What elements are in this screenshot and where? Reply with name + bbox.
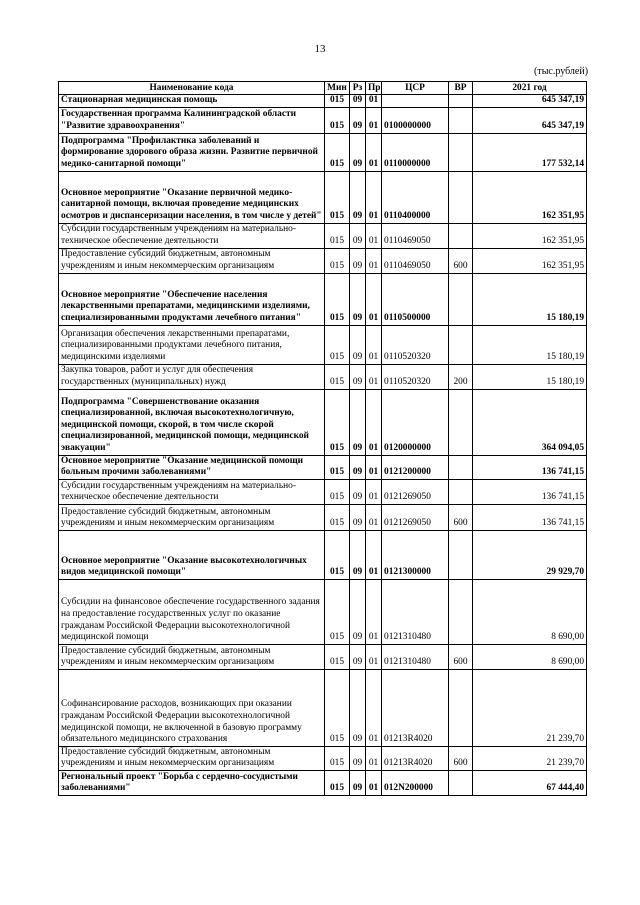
cell-name: Предоставление субсидий бюджетным, автономным учреждениям и иным некоммерческим организациям: [59, 644, 325, 669]
cell-min: 015: [325, 107, 350, 133]
cell-vr: 600: [449, 644, 473, 669]
cell-min: 015: [325, 248, 350, 273]
table-row: [59, 579, 587, 644]
header-vr: ВР: [449, 82, 473, 95]
cell-min: 015: [325, 746, 350, 770]
cell-pr: 01: [366, 579, 382, 644]
header-rz: Рз: [350, 82, 366, 95]
cell-name: Предоставление субсидий бюджетным, автономным учреждениям и иным некоммерческим организациям: [59, 504, 325, 530]
table-row: [59, 364, 587, 389]
cell-vr: [449, 107, 473, 133]
cell-name: Подпрограмма "Совершенствование оказания специализированной, включая высокотехнологичную, медицинской помощи, скорой, в том числе скорой специализированной, медицинской помощи, медицинской эвакуации": [59, 389, 325, 455]
cell-pr: 01: [366, 325, 382, 364]
cell-vr: 600: [449, 504, 473, 530]
table-row: [59, 107, 587, 133]
cell-amount: 136 741,15: [473, 504, 587, 530]
cell-vr: [449, 325, 473, 364]
cell-rz: 09: [350, 273, 366, 325]
cell-name: Региональный проект "Борьба с сердечно-сосудистыми заболеваниями": [59, 770, 325, 795]
cell-amount: 136 741,15: [473, 455, 587, 479]
table-row: [59, 248, 587, 273]
cell-csr: 0121269050: [382, 479, 449, 504]
cell-vr: [449, 479, 473, 504]
table-row: [59, 95, 587, 108]
cell-rz: 09: [350, 770, 366, 795]
table-row: [59, 389, 587, 455]
cell-csr: 01213R4020: [382, 669, 449, 746]
cell-csr: 0120000000: [382, 389, 449, 455]
cell-amount: 15 180,19: [473, 325, 587, 364]
cell-amount: 8 690,00: [473, 579, 587, 644]
cell-rz: 09: [350, 530, 366, 579]
cell-amount: 21 239,70: [473, 746, 587, 770]
header-min: Мин: [325, 82, 350, 95]
cell-vr: [449, 669, 473, 746]
cell-amount: 162 351,95: [473, 171, 587, 223]
cell-min: 015: [325, 273, 350, 325]
header-pr: Пр: [366, 82, 382, 95]
cell-min: 015: [325, 364, 350, 389]
cell-name: Стационарная медицинская помощь: [59, 95, 325, 108]
cell-name: Подпрограмма "Профилактика заболеваний и формирование здорового образа жизни. Развитие первичной медико-санитарной помощи": [59, 133, 325, 171]
cell-name: Государственная программа Калининградской области "Развитие здравоохранения": [59, 107, 325, 133]
cell-csr: 0110500000: [382, 273, 449, 325]
cell-vr: [449, 389, 473, 455]
cell-amount: 8 690,00: [473, 644, 587, 669]
cell-rz: 09: [350, 223, 366, 248]
table-row: [59, 455, 587, 479]
cell-name: Основное мероприятие "Оказание первичной медико-санитарной помощи, включая проведение медицинских осмотров и диспансеризации населения, в том числе у детей": [59, 171, 325, 223]
cell-amount: 15 180,19: [473, 364, 587, 389]
cell-csr: 0121300000: [382, 530, 449, 579]
cell-rz: 09: [350, 579, 366, 644]
cell-rz: 09: [350, 171, 366, 223]
cell-name: Организация обеспечения лекарственными препаратами, специализированными продуктами лечебного питания, медицинскими изделиями: [59, 325, 325, 364]
cell-csr: 0110520320: [382, 364, 449, 389]
cell-pr: 01: [366, 223, 382, 248]
unit-note: (тыс.рублей): [534, 66, 589, 77]
cell-pr: 01: [366, 504, 382, 530]
cell-csr: 01213R4020: [382, 746, 449, 770]
cell-pr: 01: [366, 455, 382, 479]
cell-csr: [382, 95, 449, 108]
cell-rz: 09: [350, 325, 366, 364]
cell-amount: 645 347,19: [473, 107, 587, 133]
cell-vr: 600: [449, 248, 473, 273]
table-row: [59, 530, 587, 579]
cell-csr: 012N200000: [382, 770, 449, 795]
cell-name: Предоставление субсидий бюджетным, автономным учреждениям и иным некоммерческим организациям: [59, 746, 325, 770]
table-row: [59, 644, 587, 669]
table-row: [59, 171, 587, 223]
cell-pr: 01: [366, 273, 382, 325]
table-row: [59, 770, 587, 795]
cell-name: Субсидии государственным учреждениям на материально-техническое обеспечение деятельности: [59, 479, 325, 504]
cell-amount: 29 929,70: [473, 530, 587, 579]
cell-name: Субсидии государственным учреждениям на материально-техническое обеспечение деятельности: [59, 223, 325, 248]
cell-rz: 09: [350, 95, 366, 108]
table-row: [59, 223, 587, 248]
cell-csr: 0110000000: [382, 133, 449, 171]
cell-vr: [449, 223, 473, 248]
cell-pr: 01: [366, 669, 382, 746]
table-row: [59, 133, 587, 171]
cell-rz: 09: [350, 669, 366, 746]
cell-vr: [449, 770, 473, 795]
cell-min: 015: [325, 530, 350, 579]
cell-min: 015: [325, 325, 350, 364]
cell-pr: 01: [366, 95, 382, 108]
cell-amount: 162 351,95: [473, 223, 587, 248]
header-name: Наименование кода: [59, 82, 325, 95]
header-csr: ЦСР: [382, 82, 449, 95]
cell-vr: 200: [449, 364, 473, 389]
cell-csr: 0100000000: [382, 107, 449, 133]
cell-pr: 01: [366, 248, 382, 273]
cell-amount: 67 444,40: [473, 770, 587, 795]
cell-name: Закупка товаров, работ и услуг для обеспечения государственных (муниципальных) нужд: [59, 364, 325, 389]
cell-min: 015: [325, 455, 350, 479]
cell-csr: 0110400000: [382, 171, 449, 223]
table-row: [59, 273, 587, 325]
header-year: 2021 год: [473, 82, 587, 95]
cell-rz: 09: [350, 746, 366, 770]
cell-min: 015: [325, 669, 350, 746]
cell-pr: 01: [366, 770, 382, 795]
cell-vr: [449, 133, 473, 171]
cell-min: 015: [325, 95, 350, 108]
cell-rz: 09: [350, 133, 366, 171]
cell-vr: [449, 95, 473, 108]
cell-rz: 09: [350, 644, 366, 669]
budget-table: [58, 81, 587, 796]
cell-pr: 01: [366, 479, 382, 504]
cell-vr: [449, 579, 473, 644]
cell-pr: 01: [366, 364, 382, 389]
cell-min: 015: [325, 579, 350, 644]
cell-vr: 600: [449, 746, 473, 770]
cell-rz: 09: [350, 389, 366, 455]
cell-pr: 01: [366, 530, 382, 579]
cell-amount: 21 239,70: [473, 669, 587, 746]
cell-min: 015: [325, 223, 350, 248]
cell-vr: [449, 530, 473, 579]
cell-csr: 0121310480: [382, 579, 449, 644]
cell-pr: 01: [366, 133, 382, 171]
cell-rz: 09: [350, 364, 366, 389]
cell-pr: 01: [366, 746, 382, 770]
cell-min: 015: [325, 770, 350, 795]
cell-amount: 364 094,05: [473, 389, 587, 455]
cell-amount: 645 347,19: [473, 95, 587, 108]
cell-vr: [449, 455, 473, 479]
cell-amount: 162 351,95: [473, 248, 587, 273]
cell-pr: 01: [366, 644, 382, 669]
cell-pr: 01: [366, 389, 382, 455]
table-row: [59, 325, 587, 364]
cell-name: Основное мероприятие "Оказание медицинской помощи больным прочими заболеваниями": [59, 455, 325, 479]
table-row: [59, 746, 587, 770]
cell-rz: 09: [350, 248, 366, 273]
cell-amount: 136 741,15: [473, 479, 587, 504]
cell-min: 015: [325, 389, 350, 455]
cell-name: Софинансирование расходов, возникающих при оказании гражданам Российской Федерации высокотехнологичной медицинской помощи, не включенной в базовую программу обязательного медицинского страхования: [59, 669, 325, 746]
cell-min: 015: [325, 171, 350, 223]
table-row: [59, 479, 587, 504]
cell-name: Основное мероприятие "Оказание высокотехнологичных видов медицинской помощи": [59, 530, 325, 579]
cell-csr: 0110520320: [382, 325, 449, 364]
cell-amount: 15 180,19: [473, 273, 587, 325]
cell-min: 015: [325, 479, 350, 504]
cell-name: Основное мероприятие "Обеспечение населения лекарственными препаратами, медицинскими изделиями, специализированными продуктами лечебного питания": [59, 273, 325, 325]
cell-csr: 0110469050: [382, 248, 449, 273]
cell-rz: 09: [350, 479, 366, 504]
page-number: 13: [314, 43, 326, 55]
table-row: [59, 504, 587, 530]
cell-rz: 09: [350, 504, 366, 530]
cell-name: Предоставление субсидий бюджетным, автономным учреждениям и иным некоммерческим организациям: [59, 248, 325, 273]
cell-name: Субсидии на финансовое обеспечение государственного задания на предоставление государственных услуг по оказание гражданам Российской Федерации высокотехнологичной медицинской помощи: [59, 579, 325, 644]
cell-csr: 0121200000: [382, 455, 449, 479]
cell-csr: 0121269050: [382, 504, 449, 530]
cell-min: 015: [325, 644, 350, 669]
table-header-row: [59, 82, 587, 95]
cell-min: 015: [325, 133, 350, 171]
cell-rz: 09: [350, 107, 366, 133]
table-row: [59, 669, 587, 746]
cell-min: 015: [325, 504, 350, 530]
cell-rz: 09: [350, 455, 366, 479]
table-body: [59, 95, 587, 796]
cell-pr: 01: [366, 107, 382, 133]
cell-amount: 177 532,14: [473, 133, 587, 171]
cell-vr: [449, 273, 473, 325]
cell-csr: 0110469050: [382, 223, 449, 248]
cell-pr: 01: [366, 171, 382, 223]
cell-vr: [449, 171, 473, 223]
cell-csr: 0121310480: [382, 644, 449, 669]
